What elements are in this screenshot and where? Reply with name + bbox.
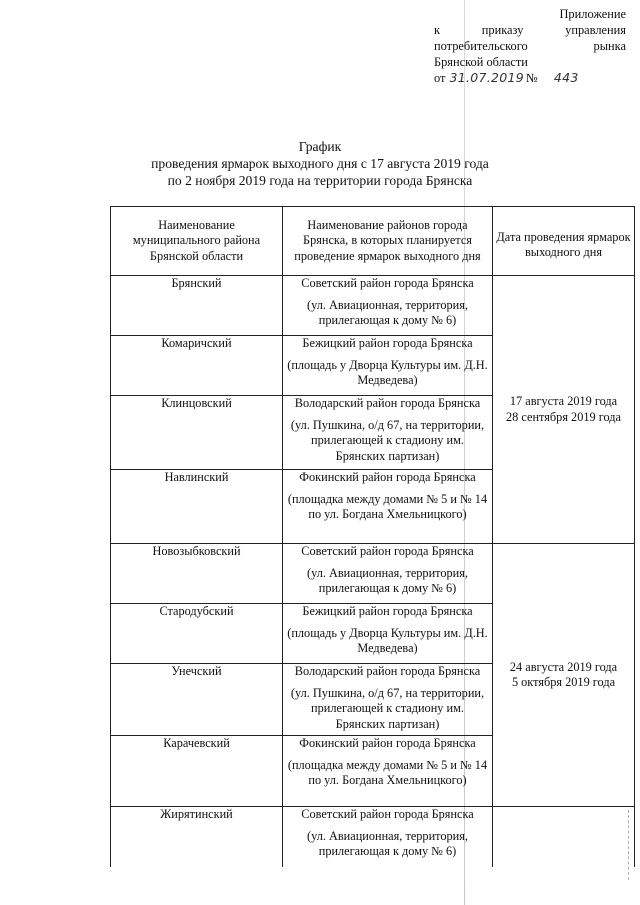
title-line-3: по 2 ноября 2019 года на территории города Брянска <box>167 173 473 188</box>
table-row <box>111 544 635 604</box>
district-cell: Володарский район города Брянска (ул. Пушкина, о/д 67, на территории, прилегающей к стадиону им. Брянских партизан) <box>283 664 493 736</box>
fair-schedule-table <box>110 206 635 867</box>
header-municipal: Наименование муниципального района Брянской области <box>111 207 283 276</box>
header-district: Наименование районов города Брянска, в которых планируется проведение ярмарок выходного дня <box>283 207 493 276</box>
header-date: Дата проведения ярмарок выходного дня <box>493 207 635 276</box>
date-cell-group-2: 24 августа 2019 года 5 октября 2019 года <box>493 544 635 807</box>
handwritten-number: 443 <box>553 70 579 85</box>
district-cell: Бежицкий район города Брянска (площадь у Дворца Культуры им. Д.Н. Медведева) <box>283 336 493 396</box>
district-cell: Советский район города Брянска (ул. Авиационная, территория, прилегающая к дому № 6) <box>283 807 493 867</box>
municipal-cell: Карачевский <box>111 736 283 807</box>
district-cell: Бежицкий район города Брянска (площадь у Дворца Культуры им. Д.Н. Медведева) <box>283 604 493 664</box>
approval-line-1: Приложение <box>559 7 626 21</box>
table-row <box>111 276 635 336</box>
date-prefix: от <box>434 71 446 85</box>
document-title <box>0 138 640 189</box>
municipal-cell: Унечский <box>111 664 283 736</box>
district-cell: Фокинский район города Брянска (площадка между домами № 5 и № 14 по ул. Богдана Хмельницкого) <box>283 470 493 544</box>
approval-date-line <box>434 70 626 86</box>
municipal-cell: Комаричский <box>111 336 283 396</box>
district-cell: Советский район города Брянска (ул. Авиационная, территория, прилегающая к дому № 6) <box>283 544 493 604</box>
district-cell: Фокинский район города Брянска (площадка между домами № 5 и № 14 по ул. Богдана Хмельницкого) <box>283 736 493 807</box>
number-sign: № <box>526 71 538 85</box>
approval-block <box>434 6 626 86</box>
date-cell-group-1: 17 августа 2019 года 28 сентября 2019 года <box>493 276 635 544</box>
district-cell: Володарский район города Брянска (ул. Пушкина, о/д 67, на территории, прилегающей к стадиону им. Брянских партизан) <box>283 396 493 470</box>
district-cell: Советский район города Брянска (ул. Авиационная, территория, прилегающая к дому № 6) <box>283 276 493 336</box>
approval-line-4: Брянской области <box>434 55 528 69</box>
title-line-2: проведения ярмарок выходного дня с 17 августа 2019 года <box>151 156 489 171</box>
municipal-cell: Клинцовский <box>111 396 283 470</box>
table-row <box>111 807 635 867</box>
date-cell-group-3 <box>493 807 635 867</box>
municipal-cell: Жирятинский <box>111 807 283 867</box>
title-line-1: График <box>298 139 342 154</box>
municipal-cell: Брянский <box>111 276 283 336</box>
municipal-cell: Новозыбковский <box>111 544 283 604</box>
handwritten-date: 31.07.2019 <box>449 70 525 85</box>
table-header-row <box>111 207 635 276</box>
municipal-cell: Навлинский <box>111 470 283 544</box>
approval-line-2: к приказу управления <box>434 23 626 37</box>
approval-line-3: потребительского рынка <box>434 39 626 53</box>
municipal-cell: Стародубский <box>111 604 283 664</box>
